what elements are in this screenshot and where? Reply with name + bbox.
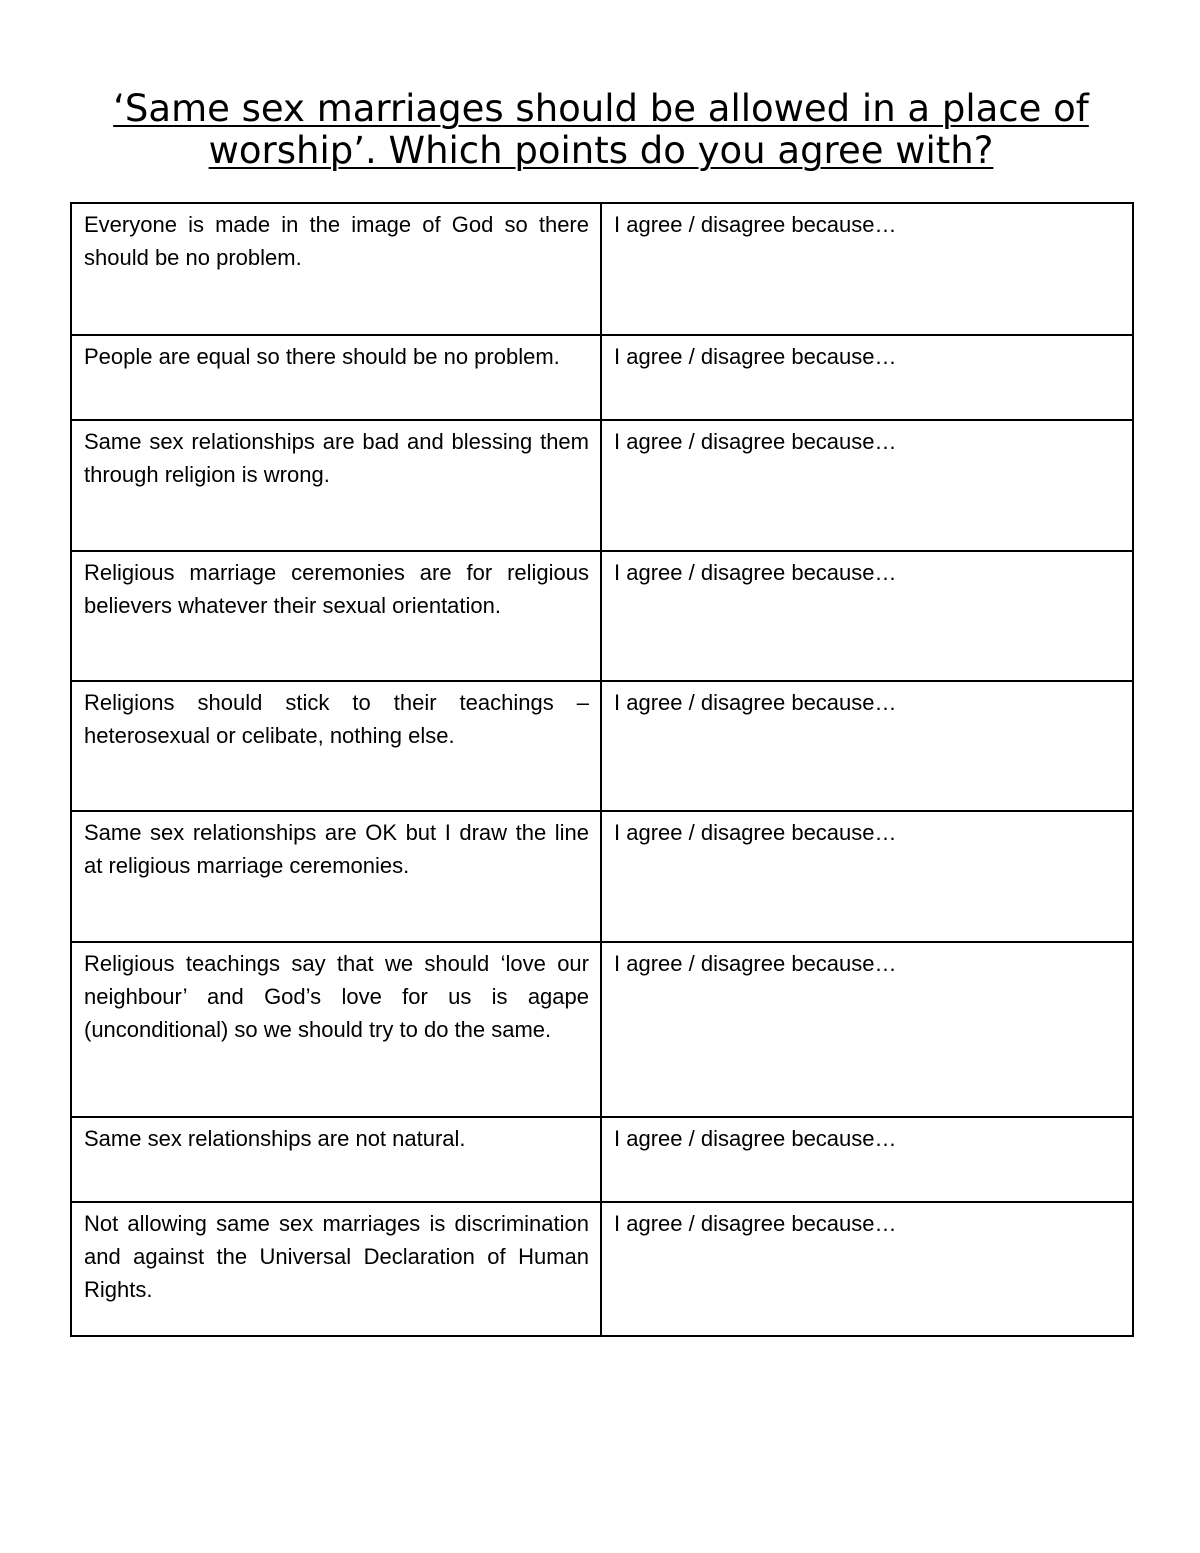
- response-cell[interactable]: I agree / disagree because…: [601, 420, 1133, 551]
- table-row: [71, 1117, 1133, 1202]
- table-row: [71, 335, 1133, 420]
- response-cell[interactable]: I agree / disagree because…: [601, 1117, 1133, 1202]
- table-row: [71, 420, 1133, 551]
- table-row: [71, 1202, 1133, 1336]
- page-title: ‘Same sex marriages should be allowed in a place of worship’. Which points do you agree with?: [113, 87, 1089, 172]
- table-row: [71, 681, 1133, 811]
- response-cell[interactable]: I agree / disagree because…: [601, 1202, 1133, 1336]
- response-cell[interactable]: I agree / disagree because…: [601, 681, 1133, 811]
- response-cell[interactable]: I agree / disagree because…: [601, 203, 1133, 335]
- response-cell[interactable]: I agree / disagree because…: [601, 551, 1133, 681]
- response-cell[interactable]: I agree / disagree because…: [601, 335, 1133, 420]
- response-cell[interactable]: I agree / disagree because…: [601, 942, 1133, 1117]
- table-row: [71, 551, 1133, 681]
- statement-cell: Religious teachings say that we should ‘love our neighbour’ and God’s love for us is agape (unconditional) so we should try to do the same.: [71, 942, 601, 1117]
- statement-cell: Everyone is made in the image of God so there should be no problem.: [71, 203, 601, 335]
- statement-cell: Religious marriage ceremonies are for religious believers whatever their sexual orientation.: [71, 551, 601, 681]
- statement-cell: Same sex relationships are OK but I draw the line at religious marriage ceremonies.: [71, 811, 601, 942]
- worksheet-table: [70, 202, 1134, 1337]
- statement-cell: Religions should stick to their teachings – heterosexual or celibate, nothing else.: [71, 681, 601, 811]
- statement-cell: Same sex relationships are not natural.: [71, 1117, 601, 1202]
- table-row: [71, 811, 1133, 942]
- response-cell[interactable]: I agree / disagree because…: [601, 811, 1133, 942]
- statement-cell: Same sex relationships are bad and blessing them through religion is wrong.: [71, 420, 601, 551]
- statement-cell: People are equal so there should be no problem.: [71, 335, 601, 420]
- table-row: [71, 203, 1133, 335]
- statement-cell: Not allowing same sex marriages is discrimination and against the Universal Declaration of Human Rights.: [71, 1202, 601, 1336]
- table-row: [71, 942, 1133, 1117]
